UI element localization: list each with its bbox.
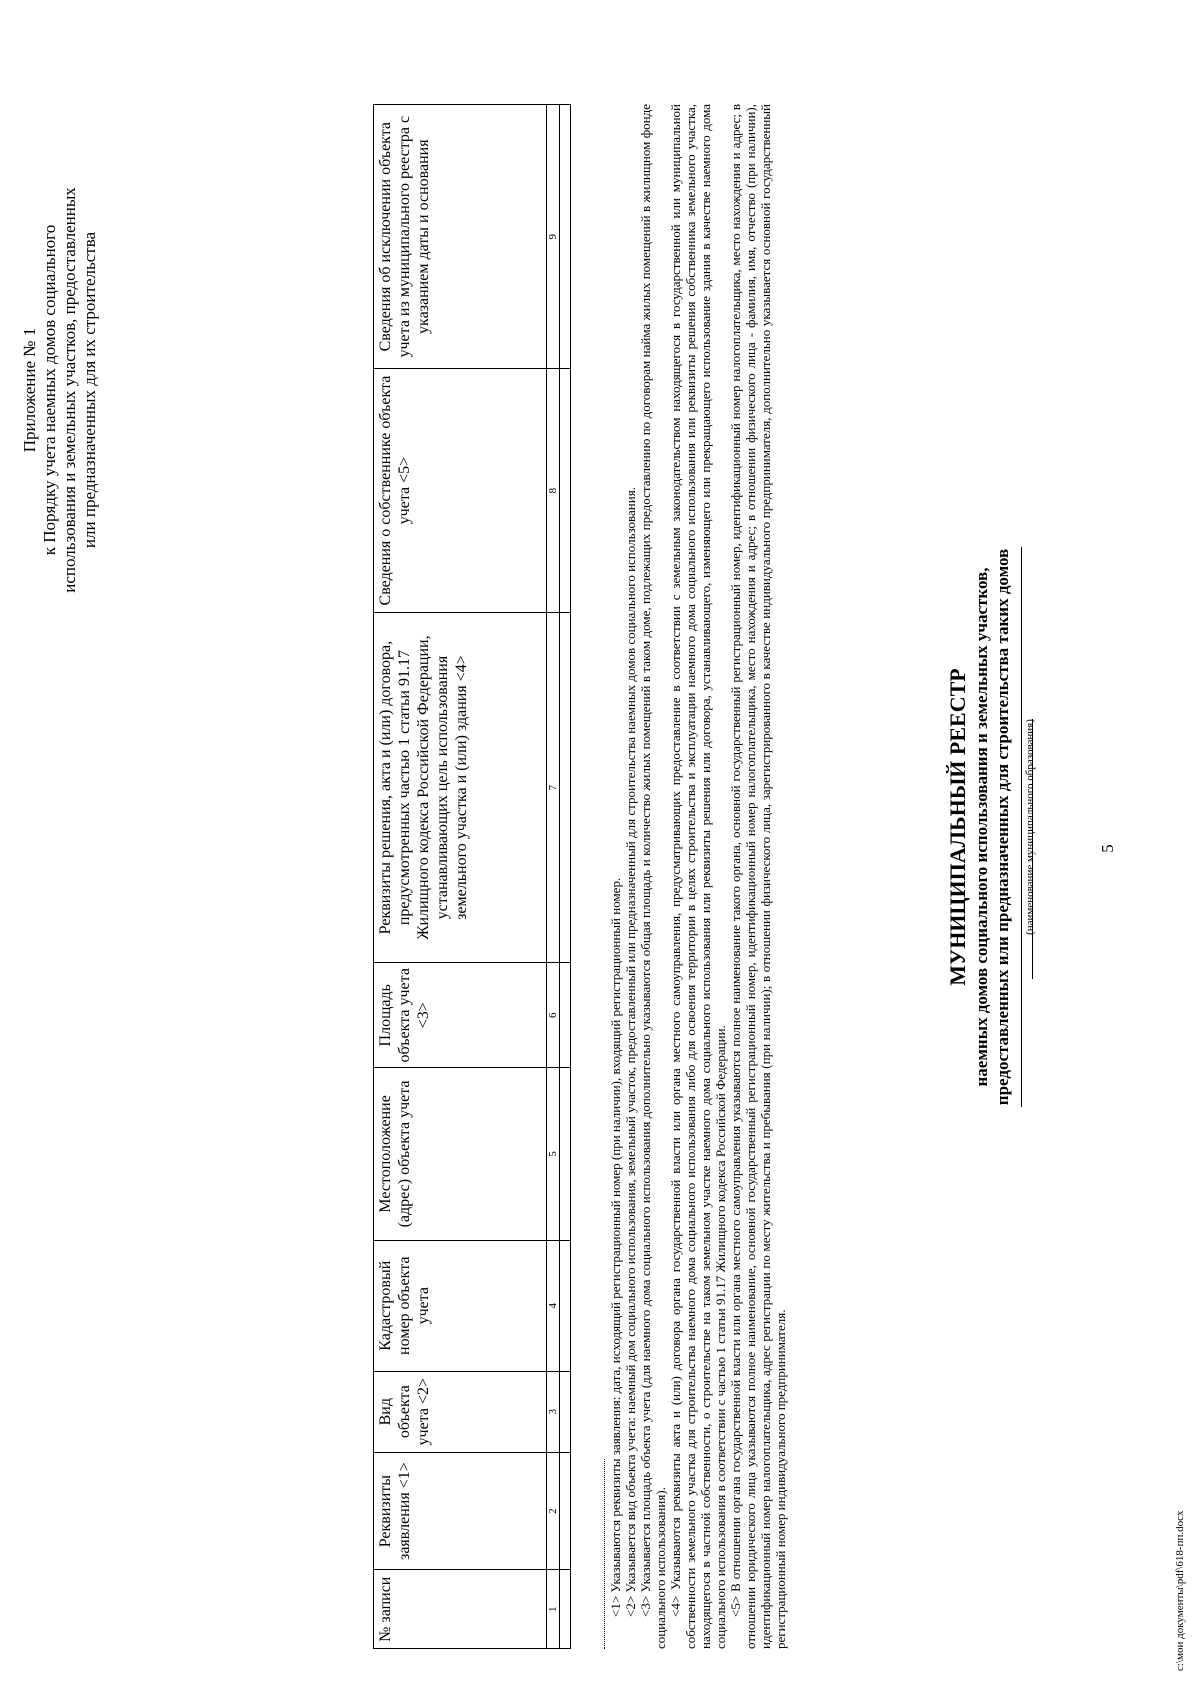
- column-number: 9: [547, 105, 560, 369]
- table-header-row: [374, 105, 547, 1649]
- table-cell: [560, 1371, 571, 1452]
- table-header-cell: Реквизиты заявления <1>: [374, 1452, 547, 1570]
- column-number: 2: [547, 1452, 560, 1570]
- table-header-cell: Сведения об исключении объекта учета из муниципального реестра с указанием даты и основания: [374, 105, 547, 369]
- table-header-cell: Сведения о собственнике объекта учета <5>: [374, 369, 547, 612]
- table-header-cell: № записи: [374, 1570, 547, 1649]
- table-cell: [560, 612, 571, 963]
- footnote: <3> Указывается площадь объекта учета (для наемного дома социального использования дополнительно указываются общая площадь и количество жилых помещений в таком доме, подлежащих предоставлению по договорам найма жилых помещений в жилищном фонде социального использования).: [638, 104, 668, 1649]
- footnote-divider: [604, 1459, 605, 1649]
- table-header-cell: Кадастровый номер объекта учета: [374, 1240, 547, 1371]
- document-title: МУНИЦИПАЛЬНЫЙ РЕЕСТР: [945, 668, 970, 986]
- table-cell: [560, 1068, 571, 1241]
- appendix-line: или предназначенных для их строительства: [80, 231, 99, 549]
- appendix-line: к Порядку учета наемных домов социального: [40, 224, 59, 556]
- table-header-cell: Вид объекта учета <2>: [374, 1371, 547, 1452]
- table-column-numbers-row: [547, 105, 560, 1649]
- table-cell: [560, 1240, 571, 1371]
- table-cell: [560, 1570, 571, 1649]
- table-empty-row: [560, 105, 571, 1649]
- column-number: 6: [547, 963, 560, 1068]
- footnote: <5> В отношении органа государственной власти или органа местного самоуправления указываются полное наименование такого органа, основной государственный регистрационный номер, идентификационный номер налогоплательщика, место нахождения и адрес; в отношении юридического лица указываются полное наименование, основной государственный регистрационный номер, идентификационный номер налогоплательщика, место нахождения и адрес; в отношении физического лица - фамилия, имя, отчество (при наличии), идентификационный номер налогоплательщика, адрес регистрации по месту жительства и пребывания (при наличии); в отношении физического лица, зарегистрированного в качестве индивидуального предпринимателя, дополнительно указывается основной государственный регистрационный номер индивидуального предпринимателя.: [728, 104, 788, 1649]
- column-number: 7: [547, 612, 560, 963]
- end-line: [1032, 719, 1033, 979]
- document-subtitle: предоставленных или предназначенных для строительства таких домов: [993, 548, 1012, 1106]
- table-cell: [560, 105, 571, 369]
- file-path: c:\мои документы\pdf\618-пп.docx: [1174, 1510, 1186, 1671]
- footnote: <2> Указывается вид объекта учета: наемный дом социального использования, земельный участок, предоставленный или предназначенный для строительства наемных домов социального использования.: [623, 487, 638, 1617]
- column-number: 8: [547, 369, 560, 612]
- footnote: <1> Указываются реквизиты заявления: дата, исходящий регистрационный номер (при наличии), входящий регистрационный номер.: [608, 877, 623, 1617]
- column-number: 4: [547, 1240, 560, 1371]
- title-block: [945, 327, 1038, 1327]
- column-number: 5: [547, 1068, 560, 1241]
- municipality-caption: (наименование муниципального образования): [1021, 547, 1038, 1107]
- footnotes: [608, 104, 788, 1649]
- page-number: 5: [1098, 844, 1117, 853]
- table-cell: [560, 963, 571, 1068]
- table-cell: [560, 369, 571, 612]
- table-cell: [560, 1452, 571, 1570]
- footnote: <4> Указываются реквизиты акта и (или) договора органа государственной власти или органа местного самоуправления, предусматривающих предоставление в соответствии с земельным законодательством находящегося в государственной или муниципальной собственности земельного участка для строительства наемного дома социального использования либо для освоения территории в целях строительства и эксплуатации наемного дома социального использования или реквизиты решения собственника земельного участка, находящегося в частной собственности, о строительстве на таком земельном участке наемного дома социального использования или реквизиты решения или договора, устанавливающего, изменяющего или прекращающего использование здания в качестве наемного дома социального использования в соответствии с частью 1 статьи 91.17 Жилищного кодекса Российской Федерации.: [668, 104, 728, 1649]
- table-header-cell: Реквизиты решения, акта и (или) договора, предусмотренных частью 1 статьи 91.17 Жилищного кодекса Российской Федерации, устанавливающих цель использования земельного участка и (или) здания <4>: [374, 612, 547, 963]
- appendix-line: Приложение № 1: [20, 327, 39, 453]
- column-number: 1: [547, 1570, 560, 1649]
- column-number: 3: [547, 1371, 560, 1452]
- appendix-block: [20, 130, 100, 650]
- document-subtitle: наемных домов социального использования и земельных участков,: [972, 567, 991, 1087]
- table-header-cell: Площадь объекта учета <3>: [374, 963, 547, 1068]
- appendix-line: использования и земельных участков, предоставленных: [60, 187, 79, 593]
- table-header-cell: Местоположение (адрес) объекта учета: [374, 1068, 547, 1241]
- registry-table: [373, 104, 571, 1649]
